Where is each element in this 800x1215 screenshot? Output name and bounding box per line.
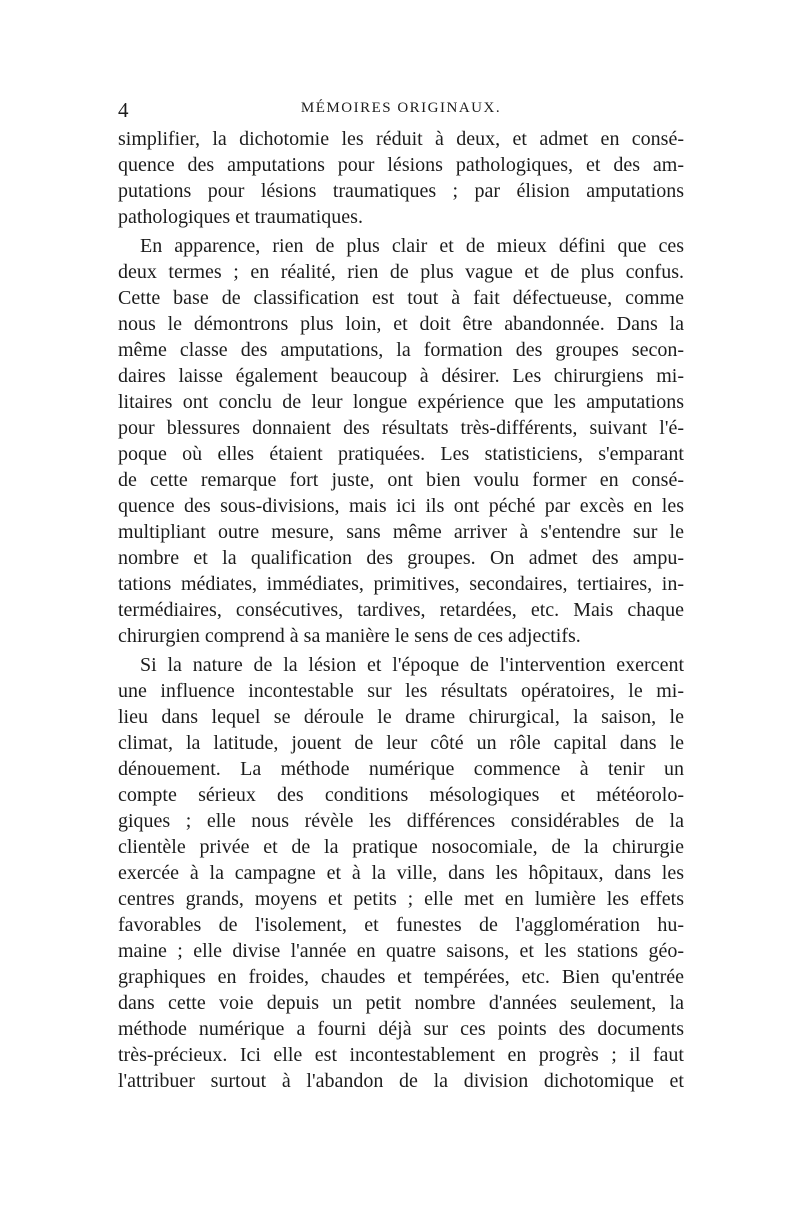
text-line: lieu dans lequel se déroule le drame chirurgical, la saison, le bbox=[118, 706, 684, 728]
text-line: pour blessures donnaient des résultats très-différents, suivant l'é- bbox=[118, 417, 684, 439]
text-line: compte sérieux des conditions mésologiques et météorolo- bbox=[118, 784, 684, 806]
text-line: simplifier, la dichotomie les réduit à deux, et admet en consé- bbox=[118, 128, 684, 150]
text-line: climat, la latitude, jouent de leur côté un rôle capital dans le bbox=[118, 732, 684, 754]
text-line: litaires ont conclu de leur longue expérience que les amputations bbox=[118, 391, 684, 413]
text-line: En apparence, rien de plus clair et de mieux défini que ces bbox=[140, 235, 684, 257]
page-header bbox=[118, 98, 684, 124]
text-line: centres grands, moyens et petits ; elle met en lumière les effets bbox=[118, 888, 684, 910]
text-line: Si la nature de la lésion et l'époque de l'intervention exercent bbox=[140, 654, 684, 676]
text-line: méthode numérique a fourni déjà sur ces points des documents bbox=[118, 1018, 684, 1040]
page-number: 4 bbox=[118, 98, 129, 122]
text-line: termédiaires, consécutives, tardives, retardées, etc. Mais chaque bbox=[118, 599, 684, 621]
text-line: giques ; elle nous révèle les différences considérables de la bbox=[118, 810, 684, 832]
body-text bbox=[118, 126, 684, 1094]
text-line: chirurgien comprend à sa manière le sens de ces adjectifs. bbox=[118, 625, 581, 647]
text-line: Cette base de classification est tout à fait défectueuse, comme bbox=[118, 287, 684, 309]
text-line: favorables de l'isolement, et funestes de l'agglomération hu- bbox=[118, 914, 684, 936]
text-line: graphiques en froides, chaudes et tempérées, etc. Bien qu'entrée bbox=[118, 966, 684, 988]
paragraph-3 bbox=[118, 652, 684, 1094]
text-line: daires laisse également beaucoup à désirer. Les chirurgiens mi- bbox=[118, 365, 684, 387]
text-line: quence des amputations pour lésions pathologiques, et des am- bbox=[118, 154, 684, 176]
text-line: nous le démontrons plus loin, et doit être abandonnée. Dans la bbox=[118, 313, 684, 335]
paragraph-2 bbox=[118, 233, 684, 649]
text-line: même classe des amputations, la formation des groupes secon- bbox=[118, 339, 684, 361]
text-line: nombre et la qualification des groupes. On admet des ampu- bbox=[118, 547, 684, 569]
text-line: multipliant outre mesure, sans même arriver à s'entendre sur le bbox=[118, 521, 684, 543]
text-line: pathologiques et traumatiques. bbox=[118, 206, 363, 228]
text-line: très-précieux. Ici elle est incontestablement en progrès ; il faut bbox=[118, 1044, 684, 1066]
text-line: clientèle privée et de la pratique nosocomiale, de la chirurgie bbox=[118, 836, 684, 858]
text-line: une influence incontestable sur les résultats opératoires, le mi- bbox=[118, 680, 684, 702]
running-head: MÉMOIRES ORIGINAUX. bbox=[300, 100, 502, 116]
text-line: poque où elles étaient pratiquées. Les statisticiens, s'emparant bbox=[118, 443, 684, 465]
text-line: tations médiates, immédiates, primitives, secondaires, tertiaires, in- bbox=[118, 573, 684, 595]
text-line: dénouement. La méthode numérique commence à tenir un bbox=[118, 758, 684, 780]
text-line: exercée à la campagne et à la ville, dans les hôpitaux, dans les bbox=[118, 862, 684, 884]
text-line: l'attribuer surtout à l'abandon de la division dichotomique et bbox=[118, 1070, 684, 1092]
paragraph-1 bbox=[118, 126, 684, 230]
text-line: quence des sous-divisions, mais ici ils ont péché par excès en les bbox=[118, 495, 684, 517]
text-line: de cette remarque fort juste, ont bien voulu former en consé- bbox=[118, 469, 684, 491]
text-line: dans cette voie depuis un petit nombre d'années seulement, la bbox=[118, 992, 684, 1014]
text-line: putations pour lésions traumatiques ; par élision amputations bbox=[118, 180, 684, 202]
text-line: deux termes ; en réalité, rien de plus vague et de plus confus. bbox=[118, 261, 684, 283]
text-line: maine ; elle divise l'année en quatre saisons, et les stations géo- bbox=[118, 940, 684, 962]
